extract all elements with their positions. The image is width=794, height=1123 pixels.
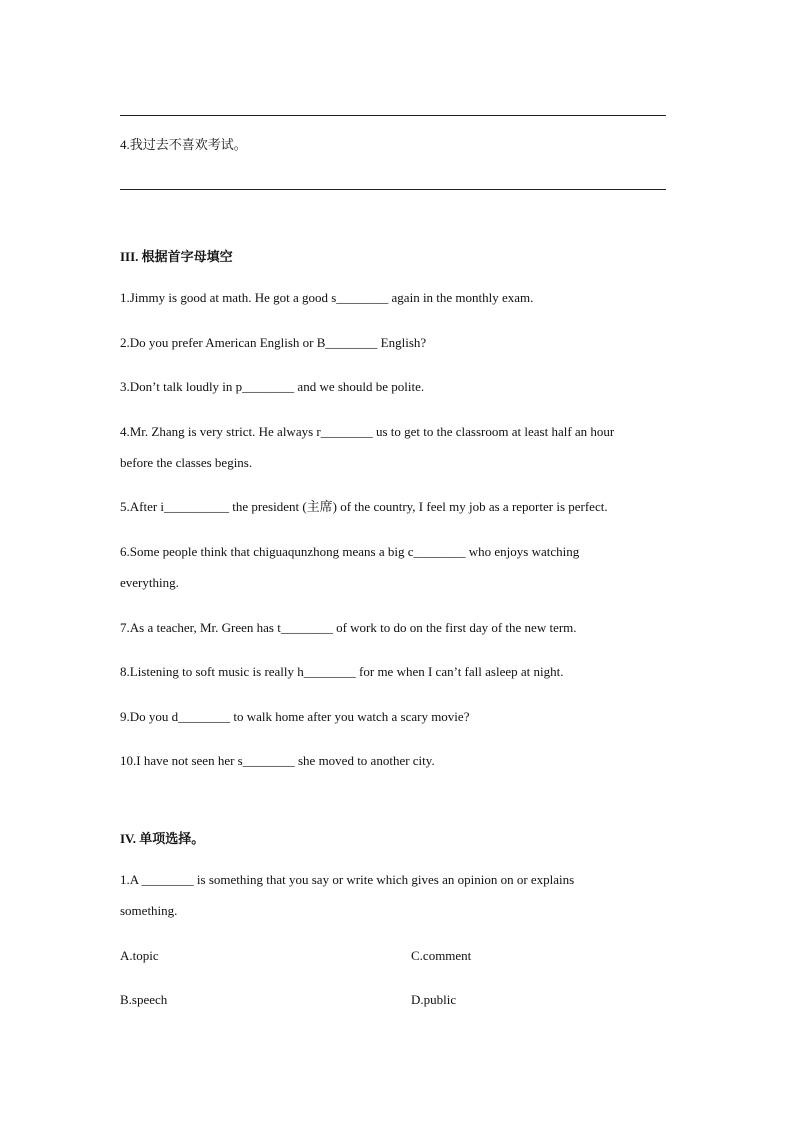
fill-question-6-continued: everything. (120, 575, 179, 590)
answer-line (120, 189, 666, 190)
fill-question-2: 2.Do you prefer American English or B________ English? (120, 335, 427, 350)
fill-question-9: 9.Do you d________ to walk home after you watch a scary movie? (120, 709, 470, 724)
fill-question-5: 5.After i__________ the president (主席) of the country, I feel my job as a reporter is perfect. (120, 499, 608, 514)
section-4-heading: IV. 单项选择。 (120, 831, 205, 846)
translation-question-4: 4.我过去不喜欢考试。 (120, 137, 247, 152)
option-c: C.comment (411, 948, 472, 963)
answer-line (120, 115, 666, 116)
fill-question-1: 1.Jimmy is good at math. He got a good s________ again in the monthly exam. (120, 290, 534, 305)
fill-question-3: 3.Don’t talk loudly in p________ and we should be polite. (120, 379, 425, 394)
choice-question-1: 1.A ________ is something that you say or write which gives an opinion on or explains (120, 872, 575, 887)
fill-question-10: 10.I have not seen her s________ she moved to another city. (120, 753, 435, 768)
fill-question-6: 6.Some people think that chiguaqunzhong means a big c________ who enjoys watching (120, 544, 580, 559)
section-3-heading: III. 根据首字母填空 (120, 249, 233, 264)
option-b: B.speech (120, 992, 168, 1007)
option-a: A.topic (120, 948, 159, 963)
fill-question-7: 7.As a teacher, Mr. Green has t________ of work to do on the first day of the new term. (120, 620, 577, 635)
choice-question-1-continued: something. (120, 903, 178, 918)
fill-question-8: 8.Listening to soft music is really h________ for me when I can’t fall asleep at night. (120, 664, 564, 679)
option-d: D.public (411, 992, 457, 1007)
fill-question-4-continued: before the classes begins. (120, 455, 253, 470)
fill-question-4: 4.Mr. Zhang is very strict. He always r________ us to get to the classroom at least half an hour (120, 424, 615, 439)
